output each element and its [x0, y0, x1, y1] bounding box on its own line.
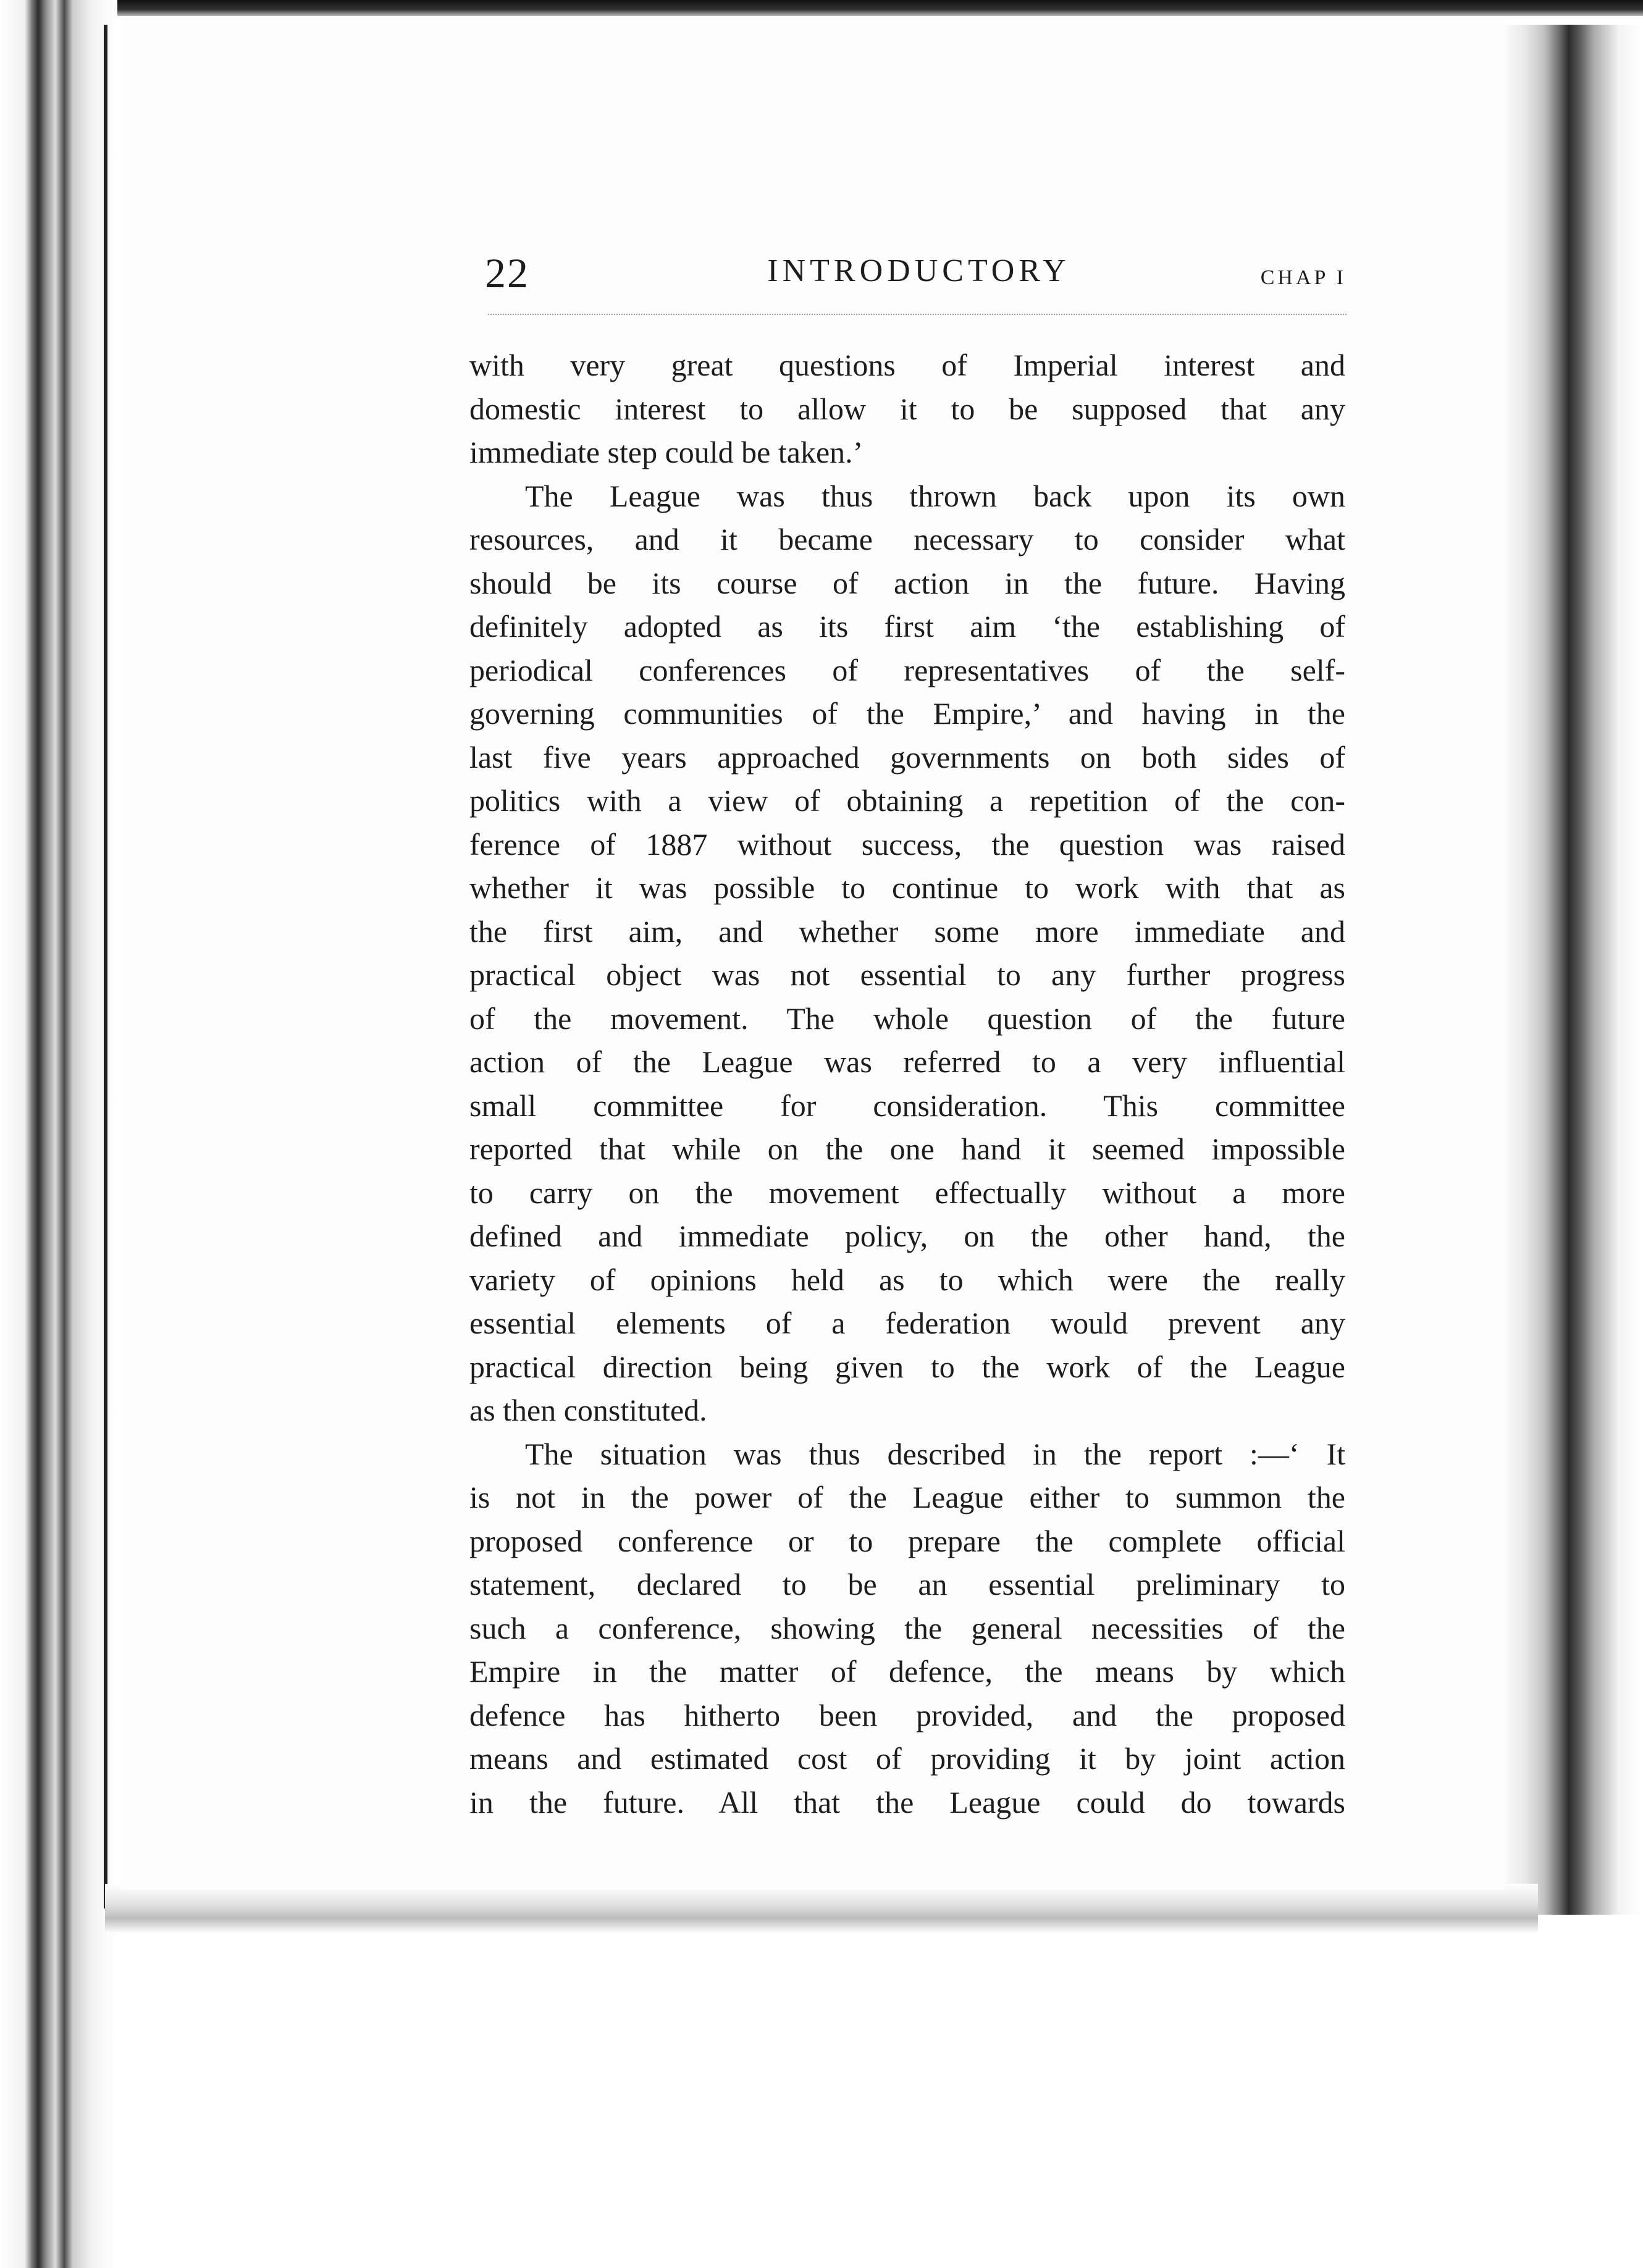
- text-line: such a conference, showing the general necessities of the: [469, 1610, 1345, 1645]
- scan-right-edge: [1501, 25, 1643, 1915]
- chapter-label: CHAP I: [1260, 266, 1347, 289]
- text-line: ference of 1887 without success, the question was raised: [469, 826, 1345, 862]
- paragraph-start-line: The League was thus thrown back upon its own: [525, 478, 1345, 513]
- text-line: should be its course of action in the future. Having: [469, 565, 1345, 600]
- text-line: practical direction being given to the work of the League: [469, 1349, 1345, 1384]
- text-line: definitely adopted as its first aim ‘the establishing of: [469, 609, 1345, 644]
- text-line: domestic interest to allow it to be supposed that any: [469, 391, 1345, 426]
- text-line: politics with a view of obtaining a repetition of the con-: [469, 783, 1345, 818]
- text-line: proposed conference or to prepare the complete official: [469, 1523, 1345, 1558]
- text-line: practical object was not essential to any further progress: [469, 957, 1345, 992]
- text-line: reported that while on the one hand it seemed impossible: [469, 1132, 1345, 1166]
- text-line: Empire in the matter of defence, the means by which: [469, 1654, 1345, 1689]
- text-line: essential elements of a federation would prevent any: [469, 1306, 1345, 1340]
- text-line: defence has hitherto been provided, and the proposed: [469, 1697, 1345, 1732]
- scan-top-edge: [0, 0, 1643, 16]
- text-line: small committee for consideration. This committee: [469, 1088, 1345, 1123]
- scan-bottom-shadow: [105, 1884, 1538, 1933]
- text-line: is not in the power of the League either to summon the: [469, 1480, 1345, 1514]
- text-line: means and estimated cost of providing it by joint action: [469, 1741, 1345, 1776]
- text-line: to carry on the movement effectually without a more: [469, 1175, 1345, 1210]
- body-text: [469, 343, 1345, 1824]
- page-header: [485, 244, 1353, 312]
- text-line: immediate step could be taken.’: [469, 435, 864, 469]
- text-line: in the future. All that the League could do towards: [469, 1784, 1345, 1820]
- text-line: last five years approached governments on both sides of: [469, 739, 1345, 775]
- paragraph-start-line: The situation was thus described in the report :—‘ It: [525, 1436, 1345, 1471]
- text-line: with very great questions of Imperial interest and: [469, 348, 1345, 382]
- text-line: whether it was possible to continue to work with that as: [469, 870, 1345, 905]
- text-line: variety of opinions held as to which were the really: [469, 1262, 1345, 1297]
- text-line: resources, and it became necessary to consider what: [469, 522, 1345, 556]
- text-line: the first aim, and whether some more immediate and: [469, 914, 1345, 949]
- scan-left-edge: [0, 0, 117, 2268]
- text-line: statement, declared to be an essential preliminary to: [469, 1567, 1345, 1602]
- text-line: defined and immediate policy, on the other hand, the: [469, 1219, 1345, 1253]
- scan-binding-fold: [104, 25, 107, 1909]
- header-rule: [488, 314, 1347, 315]
- text-line: action of the League was referred to a very influential: [469, 1044, 1345, 1079]
- text-line: of the movement. The whole question of the future: [469, 1001, 1345, 1036]
- text-line: governing communities of the Empire,’ and having in the: [469, 696, 1345, 731]
- running-title: INTRODUCTORY: [767, 253, 1070, 288]
- text-line: periodical conferences of representatives of the self-: [469, 652, 1345, 687]
- text-line: as then constituted.: [469, 1393, 707, 1427]
- page-number: 22: [485, 250, 529, 296]
